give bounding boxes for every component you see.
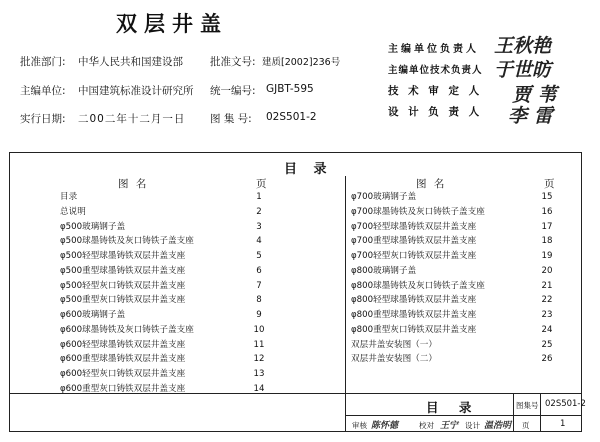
title-block-atlas-value: 02S501-2: [545, 399, 586, 409]
contents-item-name: φ500重型球墨铸铁双层井盖支座: [60, 265, 186, 276]
contents-item-name: φ800球墨铸铁及灰口铸铁子盖支座: [351, 280, 485, 291]
contents-item-page: 14: [253, 383, 265, 394]
contents-row: [351, 279, 562, 294]
contents-row: [351, 352, 562, 367]
contents-item-name: φ800重型球墨铸铁双层井盖支座: [351, 310, 477, 320]
left-page-header: 页: [256, 178, 267, 190]
contents-item-page: 4: [256, 236, 262, 247]
contents-item-page: 12: [253, 354, 265, 365]
contents-item-page: 23: [541, 310, 553, 320]
contents-item-page: 22: [541, 295, 553, 306]
contents-item-page: 24: [541, 324, 553, 335]
contents-item-page: 19: [541, 251, 553, 261]
contents-row: [60, 264, 274, 279]
right-column-header: 图 名: [416, 178, 447, 190]
contents-item-page: 6: [256, 265, 262, 276]
editor-label: 主编单位:: [20, 85, 66, 97]
contents-row: [351, 323, 562, 338]
role-chief-editor: 主编单位负责人: [388, 44, 479, 55]
contents-row: [351, 205, 562, 220]
editor-value: 中国建筑标准设计研究所: [78, 85, 194, 97]
contents-item-page: 2: [256, 206, 262, 217]
contents-item-name: φ600重型球墨铸铁双层井盖支座: [60, 354, 186, 365]
unified-value: GJBT-595: [266, 83, 314, 95]
contents-item-name: φ600球墨铸铁及灰口铸铁子盖支座: [60, 324, 194, 335]
review-label: 审核: [352, 421, 367, 430]
contents-row: [351, 293, 562, 308]
signature-1: 王秋艳: [494, 35, 552, 57]
role-tech-lead: 主编单位技术负责人: [388, 65, 483, 76]
contents-item-name: φ600玻璃钢子盖: [60, 310, 126, 320]
contents-item-page: 7: [256, 280, 262, 291]
title-block-divider-1: [513, 393, 514, 415]
contents-item-page: 25: [541, 339, 553, 350]
atlas-value: 02S501-2: [266, 111, 317, 123]
contents-item-page: 13: [253, 369, 265, 379]
contents-item-page: 5: [256, 251, 262, 261]
contents-row: [351, 308, 562, 323]
contents-item-name: φ600轻型灰口铸铁双层井盖支座: [60, 369, 186, 379]
contents-row: [351, 220, 562, 235]
contents-item-page: 10: [253, 324, 265, 335]
contents-item-page: 3: [256, 221, 262, 232]
page-label: 页: [522, 421, 530, 430]
contents-row: [351, 234, 562, 249]
title-block-atlas-label: 图集号: [516, 401, 539, 410]
contents-item-name: φ500球墨铸铁及灰口铸铁子盖支座: [60, 236, 194, 247]
contents-row: [60, 382, 274, 397]
approve-dept-value: 中华人民共和国建设部: [78, 56, 183, 68]
title-block-title: 目 录: [426, 400, 480, 415]
column-divider: [345, 176, 346, 393]
contents-item-name: 总说明: [60, 206, 86, 217]
signature-3: 贾 苇: [512, 84, 557, 106]
design-label: 设计: [465, 421, 480, 430]
document-title: 双层井盖: [116, 12, 228, 36]
contents-row: [60, 279, 274, 294]
contents-item-page: 20: [541, 265, 553, 276]
effective-value: 二00二年十二月一日: [78, 113, 186, 125]
role-design-lead: 设 计 负 责 人: [388, 106, 483, 118]
title-block-divider-3: [513, 415, 514, 432]
contents-item-name: φ700玻璃钢子盖: [351, 192, 417, 202]
contents-row: [60, 190, 274, 205]
signature-2: 于世昉: [494, 59, 552, 81]
contents-row: [60, 338, 274, 353]
contents-row: [351, 264, 562, 279]
contents-row: [60, 308, 274, 323]
contents-item-name: φ800轻型球墨铸铁双层井盖支座: [351, 295, 477, 306]
contents-row: [60, 367, 274, 382]
contents-item-name: φ500轻型灰口铸铁双层井盖支座: [60, 280, 186, 291]
contents-title: 目 录: [284, 162, 333, 177]
contents-item-page: 16: [541, 206, 553, 217]
contents-row: [60, 293, 274, 308]
contents-item-page: 15: [541, 192, 553, 202]
contents-row: [351, 249, 562, 264]
contents-row: [351, 190, 562, 205]
signature-4: 李 雷: [508, 105, 553, 127]
contents-row: [351, 338, 562, 353]
effective-label: 实行日期:: [20, 113, 66, 125]
contents-item-page: 26: [541, 354, 553, 365]
contents-row: [60, 249, 274, 264]
contents-item-name: 目录: [60, 192, 78, 202]
contents-item-page: 17: [541, 221, 553, 232]
contents-item-page: 1: [256, 192, 262, 202]
unified-label: 统一编号:: [210, 85, 256, 97]
contents-item-page: 8: [256, 295, 262, 306]
left-column-header: 图 名: [118, 178, 149, 190]
role-reviewer: 技 术 审 定 人: [388, 85, 483, 97]
contents-row: [60, 352, 274, 367]
contents-item-name: φ700重型球墨铸铁双层井盖支座: [351, 236, 477, 247]
contents-item-name: φ700球墨铸铁及灰口铸铁子盖支座: [351, 206, 485, 217]
contents-item-name: φ500重型灰口铸铁双层井盖支座: [60, 295, 186, 306]
title-block-divider-2: [540, 393, 541, 432]
contents-item-name: φ800玻璃钢子盖: [351, 265, 417, 276]
contents-row: [60, 220, 274, 235]
contents-item-name: φ500玻璃钢子盖: [60, 221, 126, 232]
contents-item-page: 18: [541, 236, 553, 247]
atlas-label: 图 集 号:: [210, 113, 252, 125]
contents-item-page: 11: [253, 339, 265, 350]
contents-item-name: 双层井盖安装图（二）: [351, 354, 437, 365]
contents-item-name: 双层井盖安装图（一）: [351, 339, 437, 350]
contents-item-name: φ500轻型球墨铸铁双层井盖支座: [60, 251, 186, 261]
contents-item-name: φ800重型灰口铸铁双层井盖支座: [351, 324, 477, 335]
right-page-header: 页: [544, 178, 555, 190]
approve-dept-label: 批准部门:: [20, 56, 66, 68]
page-value: 1: [560, 419, 566, 429]
approve-doc-label: 批准文号:: [210, 56, 256, 68]
contents-item-page: 9: [256, 310, 262, 320]
review-signature: 陈怀德: [371, 421, 399, 431]
contents-row: [60, 323, 274, 338]
contents-item-name: φ600重型灰口铸铁双层井盖支座: [60, 383, 186, 394]
check-label: 校对: [419, 421, 434, 430]
check-signature: 王宁: [440, 421, 459, 431]
contents-item-page: 21: [541, 280, 553, 291]
design-signature: 温浩明: [484, 421, 512, 431]
contents-row: [60, 205, 274, 220]
contents-item-name: φ600轻型球墨铸铁双层井盖支座: [60, 339, 186, 350]
approve-doc-value: 建质[2002]236号: [262, 57, 341, 68]
contents-item-name: φ700轻型球墨铸铁双层井盖支座: [351, 221, 477, 232]
contents-row: [60, 234, 274, 249]
contents-item-name: φ700轻型灰口铸铁双层井盖支座: [351, 251, 477, 261]
